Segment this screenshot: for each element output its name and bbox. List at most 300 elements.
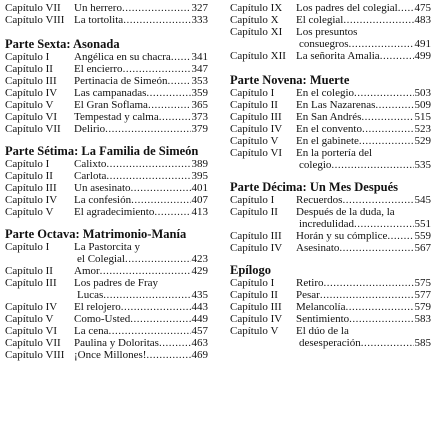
chapter-title: colegio bbox=[299, 159, 332, 171]
chapter-title-line bbox=[74, 313, 208, 325]
chapter-title: Calixto bbox=[74, 158, 107, 170]
chapter-label: Capítulo VII bbox=[5, 2, 61, 14]
dot-leader bbox=[345, 301, 413, 313]
dot-leader bbox=[131, 194, 190, 206]
dot-leader bbox=[349, 38, 414, 50]
dot-leader bbox=[343, 14, 413, 26]
toc-entry bbox=[230, 123, 431, 135]
chapter-entry bbox=[74, 194, 208, 206]
toc-section bbox=[5, 2, 208, 26]
dot-leader bbox=[131, 182, 191, 194]
chapter-title: El relojero bbox=[74, 301, 121, 313]
chapter-entry bbox=[296, 313, 431, 325]
chapter-title-line bbox=[296, 206, 431, 218]
chapter-entry bbox=[296, 194, 431, 206]
chapter-label: Capítulo IV bbox=[5, 194, 58, 206]
chapter-title: Asesinato bbox=[296, 242, 340, 254]
toc-entry bbox=[5, 2, 208, 14]
toc-entry bbox=[5, 325, 208, 337]
toc-entry bbox=[5, 170, 208, 182]
chapter-label: Capítulo IV bbox=[230, 313, 283, 325]
dot-leader bbox=[354, 218, 414, 230]
toc-entry bbox=[5, 63, 208, 75]
chapter-title-line bbox=[74, 194, 208, 206]
chapter-label: Capítulo III bbox=[230, 230, 282, 242]
section-title: Parte Octava: Matrimonio-Manía bbox=[5, 227, 187, 241]
section-gap bbox=[5, 26, 208, 37]
chapter-title: Un asesinato bbox=[74, 182, 131, 194]
chapter-title-line bbox=[296, 289, 431, 301]
chapter-title-line bbox=[74, 51, 208, 63]
toc-entry bbox=[230, 242, 431, 254]
chapter-entry bbox=[74, 51, 208, 63]
toc-entry bbox=[5, 241, 208, 265]
chapter-title-line bbox=[296, 26, 431, 38]
chapter-entry bbox=[296, 99, 431, 111]
chapter-title: En Las Nazarenas bbox=[296, 99, 376, 111]
chapter-title-line bbox=[74, 75, 208, 87]
chapter-label: Capítulo I bbox=[230, 194, 275, 206]
toc-entry bbox=[230, 289, 431, 301]
chapter-entry bbox=[296, 301, 431, 313]
chapter-entry bbox=[74, 241, 208, 265]
chapter-title-line bbox=[296, 87, 431, 99]
chapter-title: La tortolita bbox=[74, 14, 124, 26]
chapter-entry bbox=[74, 182, 208, 194]
chapter-title: el Colegial bbox=[77, 253, 125, 265]
chapter-title-line bbox=[296, 218, 431, 230]
chapter-title: Amor bbox=[74, 265, 100, 277]
chapter-title: Melancolía bbox=[296, 301, 346, 313]
toc-entry bbox=[230, 147, 431, 171]
toc-entry bbox=[5, 51, 208, 63]
chapter-title: En el colegio bbox=[296, 87, 355, 99]
chapter-title: La cena bbox=[74, 325, 109, 337]
chapter-title-line bbox=[74, 158, 208, 170]
page-number: 413 bbox=[191, 206, 208, 218]
page-number: 457 bbox=[191, 325, 208, 337]
toc-entry bbox=[5, 337, 208, 349]
chapter-title: En la portería del bbox=[296, 147, 373, 159]
chapter-label: Capítulo II bbox=[5, 265, 53, 277]
chapter-title-line bbox=[296, 277, 431, 289]
page-number: 515 bbox=[414, 111, 431, 123]
chapter-title-line bbox=[296, 301, 431, 313]
chapter-title-line bbox=[74, 99, 208, 111]
chapter-entry bbox=[296, 2, 431, 14]
page-number: 523 bbox=[414, 123, 431, 135]
chapter-label: Capítulo V bbox=[5, 313, 54, 325]
chapter-label: Capítulo V bbox=[5, 206, 54, 218]
chapter-entry bbox=[74, 349, 208, 361]
chapter-label: Capítulo II bbox=[5, 170, 53, 182]
chapter-title: Pesar bbox=[296, 289, 320, 301]
page-number: 353 bbox=[191, 75, 208, 87]
page-number: 373 bbox=[191, 111, 208, 123]
toc-entry bbox=[230, 206, 431, 230]
page-number: 435 bbox=[191, 289, 208, 301]
page-number: 365 bbox=[191, 99, 208, 111]
chapter-title: Pertinacia de Simeón bbox=[74, 75, 168, 87]
toc-right-column bbox=[230, 2, 431, 349]
chapter-title-line bbox=[296, 50, 431, 62]
chapter-entry bbox=[296, 26, 431, 50]
chapter-label: Capítulo I bbox=[230, 277, 275, 289]
chapter-entry bbox=[74, 63, 208, 75]
chapter-entry bbox=[296, 111, 431, 123]
page-number: 401 bbox=[191, 182, 208, 194]
dot-leader bbox=[362, 123, 414, 135]
dot-leader bbox=[105, 123, 190, 135]
dot-leader bbox=[122, 2, 191, 14]
chapter-title: Angélica en su chacra bbox=[74, 51, 171, 63]
chapter-title-line bbox=[296, 99, 431, 111]
page-number: 529 bbox=[414, 135, 431, 147]
page-number: 583 bbox=[414, 313, 431, 325]
chapter-label: Capítulo III bbox=[230, 111, 282, 123]
toc-entry bbox=[5, 87, 208, 99]
chapter-title: El dúo de la bbox=[296, 325, 349, 337]
dot-leader bbox=[380, 50, 414, 62]
chapter-entry bbox=[74, 99, 208, 111]
chapter-title: Tempestad y calma bbox=[74, 111, 159, 123]
dot-leader bbox=[167, 75, 190, 87]
page-number: 423 bbox=[191, 253, 208, 265]
toc-entry bbox=[230, 194, 431, 206]
chapter-title: El encierro bbox=[74, 63, 123, 75]
section-gap bbox=[5, 135, 208, 144]
chapter-title-line bbox=[296, 2, 431, 14]
chapter-title: Retiro bbox=[296, 277, 324, 289]
chapter-title: En San Andrés bbox=[296, 111, 362, 123]
section-gap bbox=[5, 218, 208, 227]
dot-leader bbox=[121, 301, 191, 313]
chapter-title: desesperación bbox=[299, 337, 361, 349]
chapter-label: Capítulo I bbox=[230, 87, 275, 99]
chapter-label: Capítulo II bbox=[230, 99, 278, 111]
dot-leader bbox=[106, 170, 190, 182]
dot-leader bbox=[171, 51, 191, 63]
toc-entry bbox=[5, 301, 208, 313]
page-number: 469 bbox=[191, 349, 208, 361]
chapter-title: Horán y su cómplice bbox=[296, 230, 388, 242]
chapter-title: Carlota bbox=[74, 170, 107, 182]
chapter-entry bbox=[74, 301, 208, 313]
dot-leader bbox=[154, 206, 190, 218]
toc-entry bbox=[5, 313, 208, 325]
dot-leader bbox=[109, 325, 191, 337]
chapter-label: Capítulo II bbox=[230, 289, 278, 301]
toc-entry bbox=[230, 301, 431, 313]
chapter-title: consuegros bbox=[299, 38, 349, 50]
section-gap bbox=[230, 254, 431, 263]
dot-leader bbox=[398, 2, 414, 14]
page-number: 463 bbox=[191, 337, 208, 349]
chapter-title: La señorita Amalia bbox=[296, 50, 380, 62]
toc-entry bbox=[230, 135, 431, 147]
chapter-label: Capítulo X bbox=[230, 14, 279, 26]
chapter-entry bbox=[74, 14, 208, 26]
dot-leader bbox=[130, 313, 190, 325]
toc-entry bbox=[230, 2, 431, 14]
page-number: 359 bbox=[191, 87, 208, 99]
page-number: 379 bbox=[191, 123, 208, 135]
chapter-title-line bbox=[296, 147, 431, 159]
toc-entry bbox=[5, 349, 208, 361]
page-number: 499 bbox=[414, 50, 431, 62]
chapter-title-line bbox=[74, 325, 208, 337]
toc-section bbox=[230, 73, 431, 171]
chapter-entry bbox=[74, 206, 208, 218]
chapter-title: Los presuntos bbox=[296, 26, 358, 38]
chapter-title: Lucas bbox=[77, 289, 104, 301]
chapter-entry bbox=[74, 111, 208, 123]
chapter-title-line bbox=[296, 194, 431, 206]
toc-entry bbox=[230, 14, 431, 26]
page-number: 509 bbox=[414, 99, 431, 111]
chapter-title-line bbox=[296, 123, 431, 135]
page-number: 483 bbox=[414, 14, 431, 26]
page-number: 575 bbox=[414, 277, 431, 289]
page-number: 443 bbox=[191, 301, 208, 313]
page-number: 545 bbox=[414, 194, 431, 206]
chapter-entry bbox=[296, 289, 431, 301]
toc-entry bbox=[230, 26, 431, 50]
section-title: Parte Sexta: Asonada bbox=[5, 37, 120, 51]
dot-leader bbox=[361, 337, 414, 349]
chapter-title: ¡Once Millones! bbox=[74, 349, 147, 361]
toc-entry bbox=[230, 111, 431, 123]
chapter-label: Capítulo I bbox=[5, 51, 50, 63]
dot-leader bbox=[349, 313, 413, 325]
chapter-title-line bbox=[74, 111, 208, 123]
chapter-title-line bbox=[74, 337, 208, 349]
page-number: 395 bbox=[191, 170, 208, 182]
toc-section bbox=[5, 37, 208, 135]
chapter-entry bbox=[296, 50, 431, 62]
chapter-label: Capítulo IV bbox=[5, 301, 58, 313]
chapter-title-line bbox=[74, 289, 208, 301]
toc-entry bbox=[5, 194, 208, 206]
chapter-title: En el convento bbox=[296, 123, 362, 135]
chapter-entry bbox=[74, 265, 208, 277]
section-title: Parte Décima: Un Mes Después bbox=[230, 180, 399, 194]
toc-entry bbox=[5, 111, 208, 123]
page-number: 585 bbox=[414, 337, 431, 349]
chapter-entry bbox=[296, 230, 431, 242]
chapter-label: Capítulo II bbox=[230, 206, 278, 218]
dot-leader bbox=[103, 289, 190, 301]
chapter-entry bbox=[74, 337, 208, 349]
chapter-title: Paulina y Doloritas bbox=[74, 337, 159, 349]
toc-entry bbox=[5, 265, 208, 277]
dot-leader bbox=[361, 111, 413, 123]
toc-entry bbox=[230, 50, 431, 62]
chapter-entry bbox=[296, 123, 431, 135]
chapter-entry bbox=[74, 75, 208, 87]
toc-left-column bbox=[5, 2, 208, 361]
dot-leader bbox=[125, 253, 191, 265]
chapter-entry bbox=[296, 325, 431, 349]
chapter-label: Capítulo III bbox=[5, 277, 57, 289]
chapter-entry bbox=[74, 123, 208, 135]
chapter-title-line bbox=[74, 241, 208, 253]
chapter-entry bbox=[296, 206, 431, 230]
chapter-label: Capítulo V bbox=[230, 325, 279, 337]
toc-entry bbox=[230, 99, 431, 111]
chapter-label: Capítulo XI bbox=[230, 26, 283, 38]
chapter-label: Capítulo V bbox=[230, 135, 279, 147]
page-number: 503 bbox=[414, 87, 431, 99]
toc-entry bbox=[5, 75, 208, 87]
chapter-entry bbox=[296, 87, 431, 99]
chapter-entry bbox=[74, 87, 208, 99]
page-number: 327 bbox=[191, 2, 208, 14]
section-gap bbox=[230, 62, 431, 73]
section-title: Parte Sétima: La Familia de Simeón bbox=[5, 144, 199, 158]
chapter-label: Capítulo VI bbox=[5, 325, 58, 337]
page-number: 341 bbox=[191, 51, 208, 63]
chapter-title: Los padres del colegial bbox=[296, 2, 398, 14]
toc-entry bbox=[5, 277, 208, 301]
toc-entry bbox=[5, 182, 208, 194]
chapter-title-line bbox=[74, 253, 208, 265]
chapter-title: Un herrero bbox=[74, 2, 122, 14]
chapter-title: Las campanadas bbox=[74, 87, 147, 99]
chapter-entry bbox=[74, 170, 208, 182]
toc-section bbox=[230, 180, 431, 254]
toc-section bbox=[5, 227, 208, 361]
toc-section bbox=[230, 2, 431, 62]
chapter-label: Capítulo III bbox=[5, 75, 57, 87]
chapter-title-line bbox=[74, 301, 208, 313]
chapter-title-line bbox=[296, 14, 431, 26]
dot-leader bbox=[146, 87, 190, 99]
chapter-label: Capítulo III bbox=[230, 301, 282, 313]
chapter-entry bbox=[296, 135, 431, 147]
page-number: 407 bbox=[191, 194, 208, 206]
chapter-title: En el gabinete bbox=[296, 135, 359, 147]
chapter-title: El Gran Soflama bbox=[74, 99, 148, 111]
toc-entry bbox=[230, 277, 431, 289]
chapter-title-line bbox=[296, 38, 431, 50]
page-number: 577 bbox=[414, 289, 431, 301]
chapter-title-line bbox=[296, 325, 431, 337]
toc-entry bbox=[230, 230, 431, 242]
chapter-label: Capítulo I bbox=[5, 158, 50, 170]
dot-leader bbox=[359, 135, 414, 147]
dot-leader bbox=[123, 63, 191, 75]
chapter-label: Capítulo VII bbox=[5, 337, 61, 349]
page-number: 429 bbox=[191, 265, 208, 277]
chapter-title-line bbox=[296, 230, 431, 242]
page-number: 449 bbox=[191, 313, 208, 325]
chapter-label: Capítulo VII bbox=[5, 123, 61, 135]
chapter-title: La Pastorcita y bbox=[74, 241, 140, 253]
chapter-title-line bbox=[74, 14, 208, 26]
chapter-title-line bbox=[296, 313, 431, 325]
chapter-title: incredulidad bbox=[299, 218, 354, 230]
section-title: Parte Novena: Muerte bbox=[230, 73, 350, 87]
dot-leader bbox=[324, 277, 414, 289]
chapter-title-line bbox=[296, 135, 431, 147]
chapter-entry bbox=[74, 325, 208, 337]
toc-entry bbox=[5, 158, 208, 170]
chapter-entry bbox=[74, 277, 208, 301]
dot-leader bbox=[331, 159, 413, 171]
chapter-label: Capítulo XII bbox=[230, 50, 286, 62]
chapter-label: Capítulo V bbox=[5, 99, 54, 111]
dot-leader bbox=[100, 265, 191, 277]
chapter-title-line bbox=[74, 87, 208, 99]
chapter-title-line bbox=[74, 182, 208, 194]
chapter-title: La confesión bbox=[74, 194, 132, 206]
dot-leader bbox=[354, 87, 413, 99]
chapter-title: Recuerdos bbox=[296, 194, 343, 206]
chapter-title-line bbox=[296, 242, 431, 254]
page-number: 551 bbox=[414, 218, 431, 230]
chapter-title: Como-Usted bbox=[74, 313, 131, 325]
toc-entry bbox=[5, 206, 208, 218]
chapter-label: Capítulo VIII bbox=[5, 14, 65, 26]
dot-leader bbox=[342, 194, 413, 206]
page-number: 333 bbox=[191, 14, 208, 26]
chapter-title: Los padres de Fray bbox=[74, 277, 159, 289]
toc-entry bbox=[230, 325, 431, 349]
page-number: 347 bbox=[191, 63, 208, 75]
chapter-label: Capítulo VIII bbox=[5, 349, 65, 361]
toc-section bbox=[5, 144, 208, 218]
chapter-label: Capítulo I bbox=[5, 241, 50, 253]
chapter-title-line bbox=[74, 277, 208, 289]
chapter-entry bbox=[74, 2, 208, 14]
chapter-label: Capítulo IX bbox=[230, 2, 283, 14]
dot-leader bbox=[387, 230, 413, 242]
page-number: 491 bbox=[414, 38, 431, 50]
chapter-title: El colegial bbox=[296, 14, 344, 26]
chapter-title-line bbox=[74, 349, 208, 361]
chapter-title: El agradecimiento bbox=[74, 206, 155, 218]
chapter-title-line bbox=[296, 111, 431, 123]
chapter-entry bbox=[296, 14, 431, 26]
dot-leader bbox=[146, 349, 190, 361]
chapter-label: Capítulo VI bbox=[5, 111, 58, 123]
chapter-title-line bbox=[74, 63, 208, 75]
page-number: 559 bbox=[414, 230, 431, 242]
chapter-label: Capítulo IV bbox=[5, 87, 58, 99]
chapter-title-line bbox=[74, 265, 208, 277]
toc-entry bbox=[5, 99, 208, 111]
chapter-label: Capítulo VI bbox=[230, 147, 283, 159]
chapter-title-line bbox=[296, 337, 431, 349]
chapter-title-line bbox=[74, 206, 208, 218]
toc-entry bbox=[5, 14, 208, 26]
section-gap bbox=[230, 171, 431, 180]
page-number: 389 bbox=[191, 158, 208, 170]
chapter-label: Capítulo IV bbox=[230, 123, 283, 135]
chapter-title: Delirio bbox=[74, 123, 106, 135]
chapter-title: Después de la duda, la bbox=[296, 206, 395, 218]
dot-leader bbox=[123, 14, 190, 26]
toc-entry bbox=[230, 87, 431, 99]
dot-leader bbox=[375, 99, 413, 111]
page-number: 567 bbox=[414, 242, 431, 254]
chapter-label: Capítulo II bbox=[5, 63, 53, 75]
chapter-entry bbox=[296, 242, 431, 254]
chapter-title-line bbox=[74, 123, 208, 135]
dot-leader bbox=[148, 99, 191, 111]
dot-leader bbox=[106, 158, 190, 170]
